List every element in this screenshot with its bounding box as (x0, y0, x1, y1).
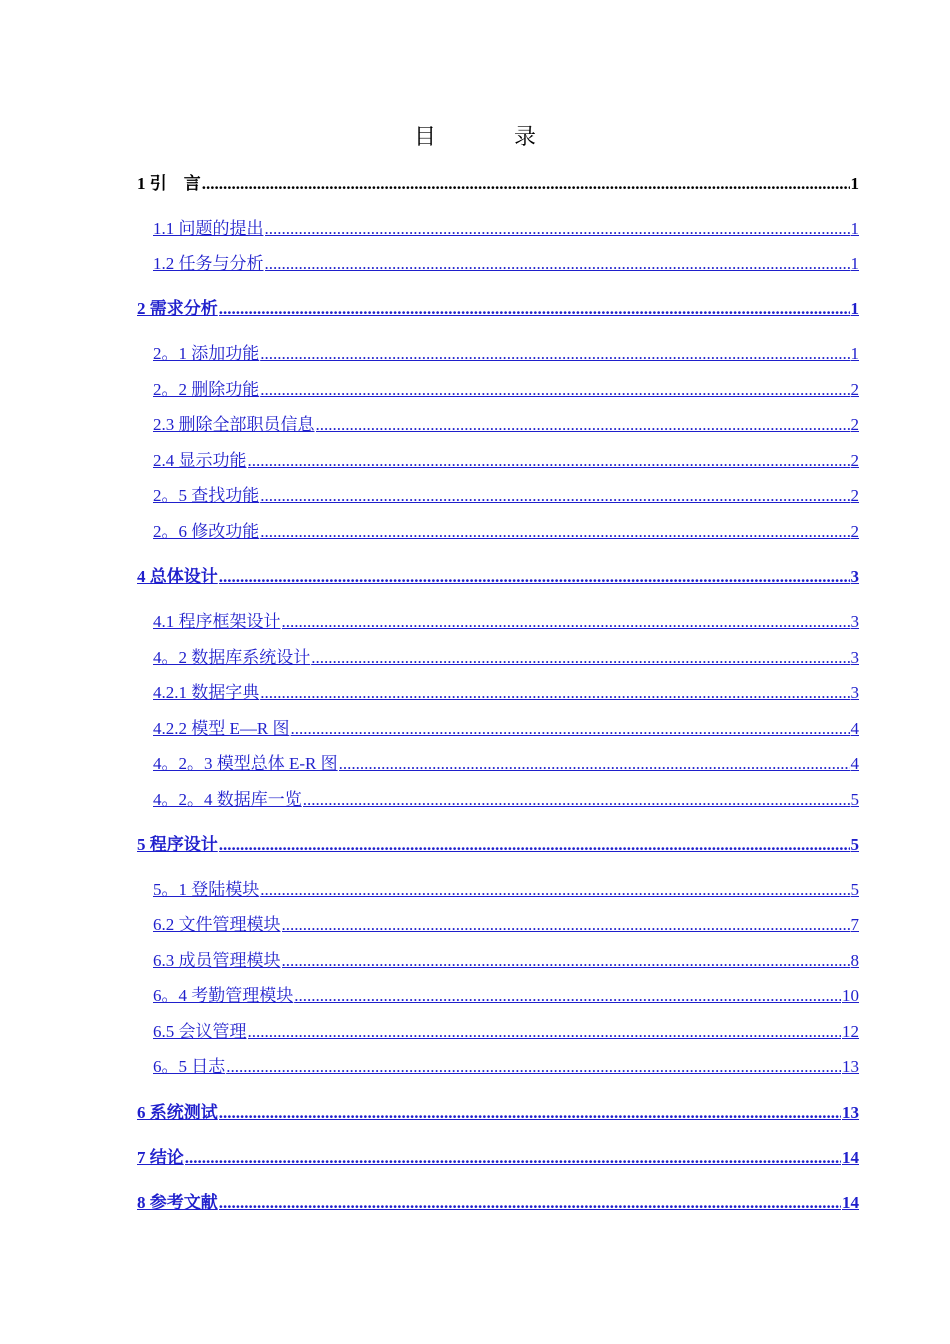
toc-leader (219, 1192, 841, 1214)
toc-entry-label: 6 系统测试 (137, 1103, 218, 1122)
toc-entry-label: 2。2 删除功能 (153, 380, 260, 399)
toc-leader (339, 753, 850, 775)
toc-entry-page: 1 (850, 174, 859, 193)
toc-entry-label: 6.5 会议管理 (153, 1022, 247, 1041)
toc-entry-link[interactable] (153, 218, 859, 240)
toc-entry-label: 4。2。4 数据库一览 (153, 790, 302, 809)
toc-entry-label: 4.2.1 数据字典 (153, 683, 260, 702)
toc-entry-page: 4 (850, 754, 859, 773)
toc-entry-link[interactable] (137, 566, 859, 588)
toc-entry-link[interactable] (137, 834, 859, 856)
toc-leader (265, 218, 850, 240)
toc-entry-link[interactable] (153, 521, 859, 543)
toc-entry-link[interactable] (153, 753, 859, 775)
toc-entry-link[interactable] (153, 789, 859, 811)
toc-entry-page: 2 (850, 451, 859, 470)
toc-entry-page: 1 (850, 219, 859, 238)
toc-entry-label: 1 引 言 (137, 174, 201, 193)
toc-entry-label: 1.1 问题的提出 (153, 219, 264, 238)
toc-entry-label: 6.2 文件管理模块 (153, 915, 281, 934)
toc-entry-link[interactable] (137, 1192, 859, 1214)
toc-leader (311, 647, 849, 669)
toc-entry-link[interactable] (153, 950, 859, 972)
toc-entry-page: 14 (842, 1193, 859, 1212)
toc-entry-link[interactable] (153, 485, 859, 507)
toc-entry-page: 12 (842, 1022, 859, 1041)
toc-entry-page: 2 (850, 415, 859, 434)
toc-entry-page: 5 (850, 880, 859, 899)
toc-entry-link[interactable] (153, 379, 859, 401)
toc-entry-page: 1 (850, 344, 859, 363)
toc-entry-page: 1 (850, 254, 859, 273)
toc-title: 目 录 (413, 125, 564, 150)
toc-entry-label: 4。2。3 模型总体 E-R 图 (153, 754, 338, 773)
toc-leader (290, 718, 849, 740)
toc-leader (294, 985, 841, 1007)
toc-entry-link[interactable] (153, 985, 859, 1007)
toc-leader (260, 379, 849, 401)
toc-leader (260, 521, 849, 543)
toc-entry-label: 2。1 添加功能 (153, 344, 260, 363)
toc-entry-label: 1.2 任务与分析 (153, 254, 264, 273)
toc-entry-label: 7 结论 (137, 1148, 184, 1167)
toc-entry-link[interactable] (153, 647, 859, 669)
toc-entry-label: 5 程序设计 (137, 835, 218, 854)
toc-entry-label: 2。6 修改功能 (153, 522, 260, 541)
toc-entry-page: 3 (850, 612, 859, 631)
toc-entry-link[interactable] (137, 1102, 859, 1124)
toc-entry-page: 3 (850, 648, 859, 667)
toc-entry-label: 2.4 显示功能 (153, 451, 247, 470)
toc-leader (282, 950, 850, 972)
toc-entry-page: 1 (850, 299, 859, 318)
toc-entry-link[interactable] (153, 450, 859, 472)
toc-entry-label: 2.3 删除全部职员信息 (153, 415, 315, 434)
toc-leader (248, 1021, 842, 1043)
toc-leader (219, 566, 850, 588)
toc-entry-link[interactable] (153, 879, 859, 901)
toc-entry-page: 10 (842, 986, 859, 1005)
toc-entry-link[interactable] (153, 1056, 859, 1078)
toc-entry-link[interactable] (153, 1021, 859, 1043)
toc-leader (260, 343, 849, 365)
toc-entry-page: 3 (850, 567, 859, 586)
toc-leader (202, 173, 850, 195)
toc-entry-label: 4 总体设计 (137, 567, 218, 586)
toc-entry-link[interactable] (153, 718, 859, 740)
toc-entry-link[interactable] (153, 253, 859, 275)
toc-entry-label: 4。2 数据库系统设计 (153, 648, 311, 667)
toc-entry-page: 4 (850, 719, 859, 738)
toc-leader (265, 253, 850, 275)
toc-entry-page: 13 (842, 1103, 859, 1122)
toc-entry-label: 4.1 程序框架设计 (153, 612, 281, 631)
toc-entry-link[interactable] (137, 298, 859, 320)
toc-leader (282, 611, 850, 633)
toc-leader (219, 834, 850, 856)
toc-entry-label: 5。1 登陆模块 (153, 880, 260, 899)
toc-entry-link[interactable] (153, 343, 859, 365)
toc-entry-label: 2 需求分析 (137, 299, 218, 318)
toc-entry-page: 8 (850, 951, 859, 970)
toc-entry-label: 8 参考文献 (137, 1193, 218, 1212)
toc-entry-page: 2 (850, 486, 859, 505)
toc-leader (226, 1056, 841, 1078)
toc-leader (219, 298, 850, 320)
toc-leader (303, 789, 850, 811)
toc-entry-link[interactable] (153, 414, 859, 436)
toc-entry-label: 4.2.2 模型 E—R 图 (153, 719, 290, 738)
toc-entry-page: 3 (850, 683, 859, 702)
toc-entry-page: 2 (850, 522, 859, 541)
toc-entry-link[interactable] (153, 682, 859, 704)
toc-entry (137, 173, 859, 195)
toc-leader (260, 879, 849, 901)
toc-entry-label: 6.3 成员管理模块 (153, 951, 281, 970)
toc-leader (260, 682, 849, 704)
toc-entry-page: 14 (842, 1148, 859, 1167)
toc-entry-page: 7 (850, 915, 859, 934)
toc-entry-link[interactable] (153, 611, 859, 633)
toc-leader (260, 485, 849, 507)
toc-entry-page: 2 (850, 380, 859, 399)
toc-leader (316, 414, 850, 436)
toc-entry-label: 6。4 考勤管理模块 (153, 986, 294, 1005)
toc-entry-link[interactable] (153, 914, 859, 936)
toc-entry-page: 5 (850, 790, 859, 809)
toc-leader (219, 1102, 841, 1124)
toc-leader (185, 1147, 841, 1169)
toc-entry-link[interactable] (137, 1147, 859, 1169)
toc-entry-label: 2。5 查找功能 (153, 486, 260, 505)
toc-entry-label: 6。5 日志 (153, 1057, 226, 1076)
toc-leader (282, 914, 850, 936)
toc-entry-page: 5 (850, 835, 859, 854)
toc-entry-page: 13 (842, 1057, 859, 1076)
toc-leader (248, 450, 850, 472)
